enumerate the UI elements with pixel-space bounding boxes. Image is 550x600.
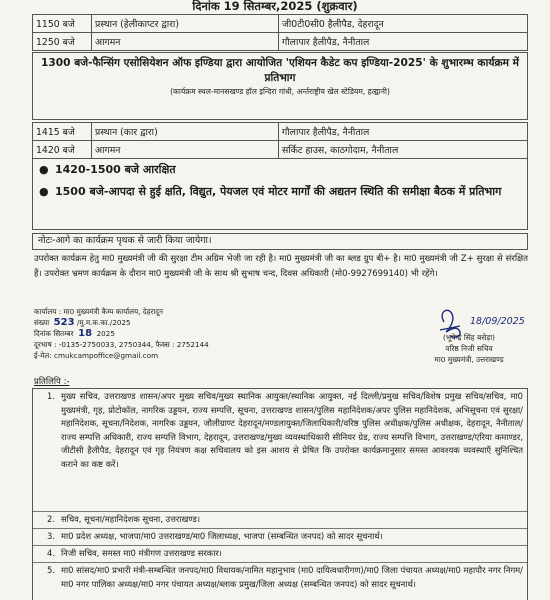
divider [33,545,527,546]
schedule-time: 1250 बजे [33,33,92,51]
email-line: ई-मेल: cmukcampoffice@gmail.com [34,351,159,360]
table-row [33,123,528,141]
bullet-icon: ● [39,163,49,176]
bullet-icon: ● [39,185,49,198]
schedule-table-top [32,14,528,51]
schedule-action: आगमन [92,33,279,51]
bullet-text: 1420-1500 बजे आरक्षित [55,163,176,176]
copy-list [32,388,528,600]
reference-date: दिनांक सितम्बर 18 2025 [34,328,115,339]
signature-date: 18/09/2025 [470,316,525,327]
bullet-text: 1500 बजे-आपदा से हुई क्षति, विद्युत, पेयजल एवं मोटर मार्गों की अद्यतन स्थिति की समीक्षा बैठक में प्रतिभाग [55,185,502,198]
schedule-place: गौलापार हैलीपैड, नैनीताल [279,123,528,141]
office-line: कार्यालय : मा0 मुख्यमंत्री कैम्प कार्यालय, देहरादून [34,307,163,316]
note-box [32,233,528,250]
divider [33,562,527,563]
phone-line: दूरभाष : -0135-2750033, 2750344, फैक्स : 2752144 [34,340,209,349]
signatory-designation: वरिष्ठ निजी सचिव [445,344,493,353]
schedule-action: प्रस्थान (कार द्वारा) [92,123,279,141]
table-row [33,15,528,33]
list-item: 4. निजी सचिव, समस्त मा0 मंत्रीगण उत्तराखण्ड सरकार। [47,548,222,558]
list-item: 3. मा0 प्रदेश अध्यक्ष, भाजपा/मा0 उत्तराखण्ड/मा0 जिलाध्यक्ष, भाजपा (सम्बन्धित जनपद) को सादर सूचनार्थ। [47,531,383,541]
security-paragraph: उपरोक्त कार्यक्रम हेतु मा0 मुख्यमंत्री जी की सुरक्षा टीम अग्रिम भेजी जा रही है। मा0 मुख्यमंत्री जी का ब्लड ग्रुप बी+ है। मा0 मुख्यमंत्री जी Z+ सुरक्षा से संरक्षित हैं। उपरोक्त भ्रमण कार्यक्रम के दौरान मा0 मुख्यमंत्री जी के साथ श्री सुभाष चन्द, दिवस अधिकारी (मो0-9927699140) भी रहेंगे। [34,254,528,279]
note-text: नोटः-आगे का कार्यक्रम पृथक से जारी किया जायेगा। [38,235,212,246]
list-item: 1. मुख्य सचिव, उत्तराखण्ड शासन/अपर मुख्य सचिव/मुख्य स्थानिक आयुक्त/स्थानिक आयुक्त, नई दिल्ली/प्रमुख सचिव/विशेष प्रमुख सचिव/सचिव, मा0 मुख्यमंत्री, गृह, प्रोटोकॉल, नागरिक उड्डयन, राज्य सम्पत्ति, सूचना, उत्तराखण्ड शासन/पुलिस महानिदेशक/अपर पुलिस महानिदेशक, अभिसूचना एवं सुरक्षा/महानिदेशक, सूचना/निदेशक, नागरिक उड्डयन, जौलीग्राण्ट देहरादून/मण्डलायुक्त/जिलाधिकारी/वरिष्ठ पुलिस अधीक्षक/पुलिस अधीक्षक, देहरादून, नैनीताल/राज्य सम्पत्ति अधिकारी, राज्य सम्पत्ति विभाग, देहरादून, उत्तराखण्ड/मुख्य व्यवस्थाधिकारी सीनियर ग्रेड, राज्य सम्पत्ति विभाग, उत्तराखण्ड/एरिया कमाण्डर, जीटीसी हैलीपैड, देहरादून एवं गृह नियंत्रण कक्ष सचिवालय को इस आशय से प्रेषित कि उपरोक्त कार्यक्रमानुसार समस्त आवश्यक व्यवस्थाएँ सुनिश्चित कराने का कष्ट करें। [47,391,523,469]
schedule-table-mid [32,122,528,159]
schedule-place: जी0टी0सी0 हैलीपैड, देहरादून [279,15,528,33]
event-venue: (कार्यक्रम स्थल-मानसखण्ड हॉल इन्दिरा गांधी, अर्न्तराष्ट्रीय खेल स्टेडियम, हल्द्वानी) [170,87,390,96]
divider [33,528,527,529]
schedule-time: 1150 बजे [33,15,92,33]
signature-block [404,332,534,365]
schedule-place: गौलापार हैलीपैड, नैनीताल [279,33,528,51]
list-item [33,183,527,201]
schedule-time: 1420 बजे [33,141,92,159]
table-row [33,33,528,51]
schedule-place: सर्किट हाउस, काठगोदाम, नैनीताल [279,141,528,159]
schedule-action: प्रस्थान (हेलीकाप्टर द्वारा) [92,15,279,33]
schedule-time: 1415 बजे [33,123,92,141]
office-block [34,306,209,361]
list-item [33,161,527,179]
schedule-action: आगमन [92,141,279,159]
event-box [32,52,528,120]
copy-heading: प्रतिलिपि :- [34,377,70,387]
divider [33,511,527,512]
header-date: दिनांक 19 सितम्बर,2025 (शुक्रवार) [192,0,358,13]
list-item: 2. सचिव, सूचना/महानिदेशक सूचना, उत्तराखण्ड। [47,514,201,524]
table-row [33,141,528,159]
reference-number: संख्या 523 /मु.म.क.का./2025 [34,317,131,328]
signatory-name: (भूपेन्द्र सिंह बसेड़ा) [443,333,495,342]
signatory-office: मा0 मुख्यमंत्री, उत्तराखण्ड [434,355,504,364]
list-item: 5. मा0 सांसद/मा0 प्रभारी मंत्री-सम्बन्धित जनपद/मा0 विधायक/नामित महानुभाव (मा0 दायित्वधारीगण)/मा0 जिला पंचायत अध्यक्ष/मा0 महापौर नगर निगम/मा0 नगर पालिका अध्यक्ष/मा0 नगर पंचायत अध्यक्ष/ब्लाक प्रमुख/जिला अध्यक्ष (सम्बन्धित जनपद) को सादर सूचनार्थ। [47,565,523,589]
bullets-box [32,158,528,230]
event-title: 1300 बजे-फैन्सिंग एसोसियेशन ऑफ इण्डिया द्वारा आयोजित 'एशियन कैडेट कप इण्डिया-2025' के शुभारम्भ कार्यक्रम में प्रतिभाग [41,57,519,84]
